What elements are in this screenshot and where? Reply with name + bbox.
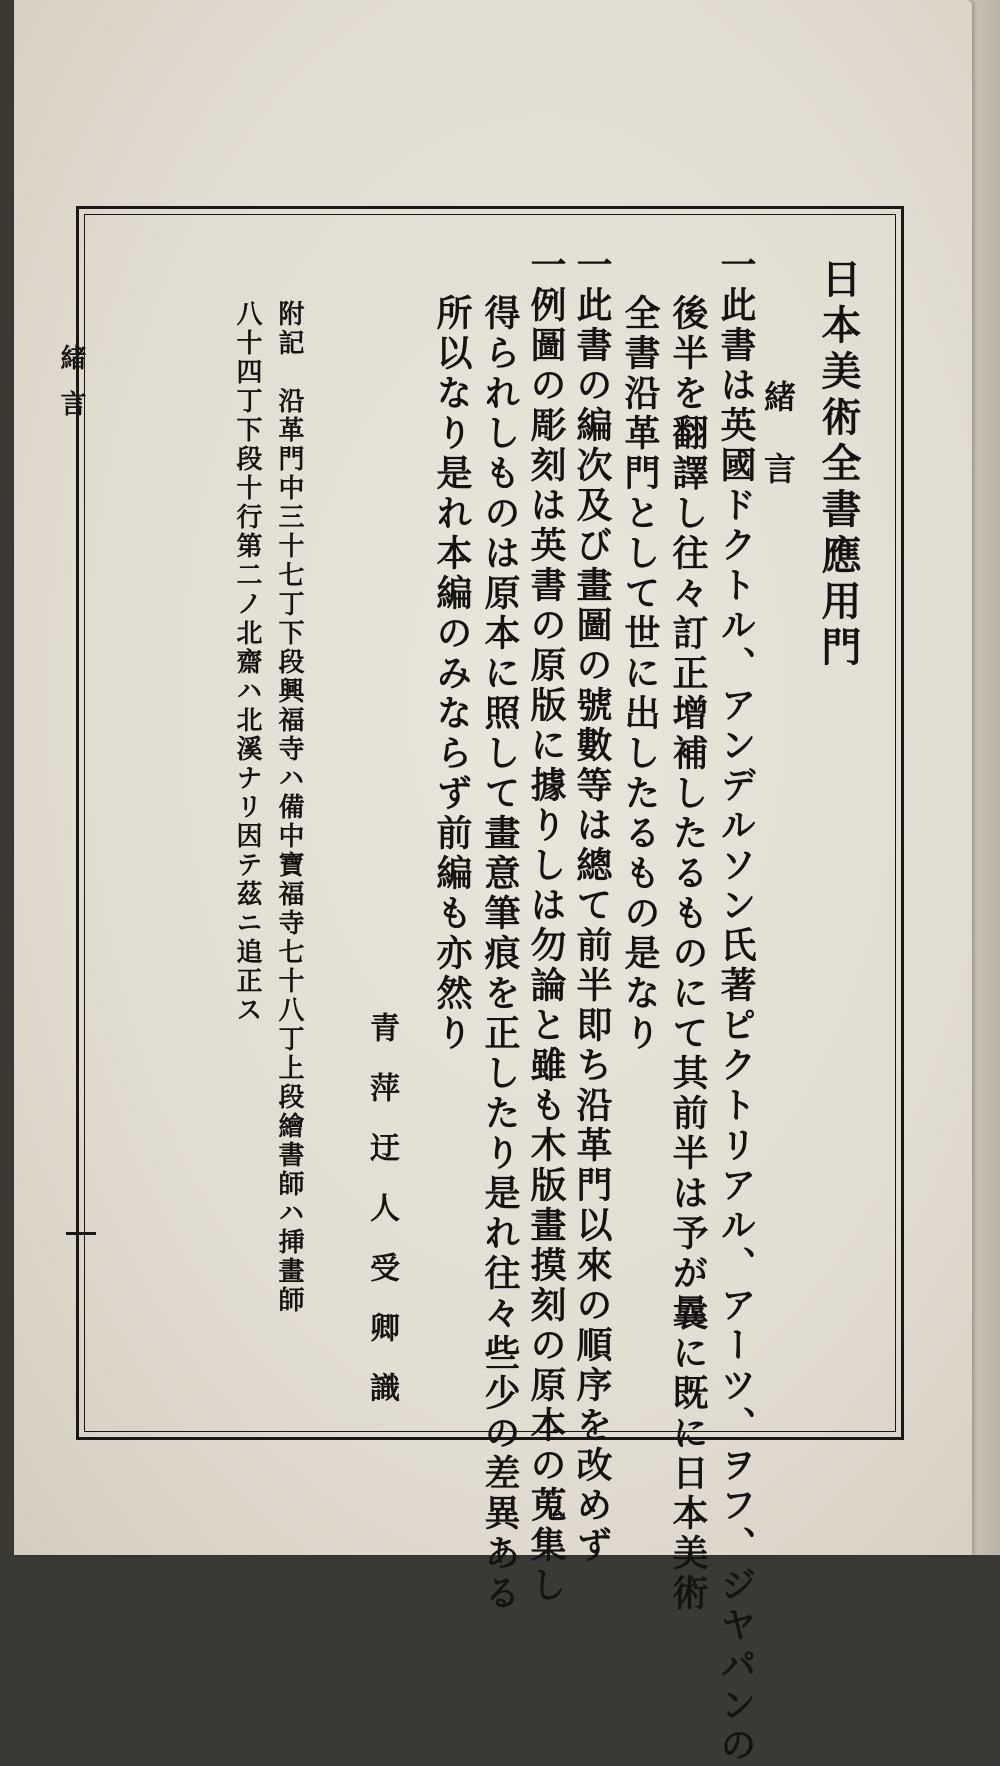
page-number — [66, 1232, 96, 1235]
paragraph-line: 全書沿革門として世に出したるもの是なり — [619, 294, 661, 1054]
paragraph-line: 後半を翻譯し往々訂正增補したるものにて其前半は予が曩に既に日本美術 — [667, 294, 709, 1614]
paragraph-line: 一此書は英國ドクトル、アンデルソン氏著ピクトリアル、アーツ、ヲフ、ジヤパンの — [715, 246, 757, 1766]
appended-note-line: 八十四丁下段十行第二ノ北齋ハ北溪ナリ因テ茲ニ追正ス — [232, 300, 262, 1025]
paragraph-line: 一例圖の彫刻は英書の原版に據りしは勿論と雖も木版畫摸刻の原本の蒐集し — [525, 246, 567, 1606]
author-signature: 青萍迂人受卿識 — [364, 1012, 399, 1432]
margin-section-title: 緒言 — [56, 344, 86, 436]
paragraph-line: 所以なり是れ本編のみならず前編も亦然り — [431, 294, 473, 1054]
paragraph-line: 一此書の編次及び畫圖の號數等は總て前半即ち沿革門以來の順序を改めず — [571, 246, 613, 1566]
page-title: 日本美術全書應用門 — [815, 258, 862, 672]
paragraph-line: 得られしものは原本に照して畫意筆痕を正したり是れ往々些少の差異ある — [479, 294, 521, 1614]
section-heading: 緒言 — [759, 380, 797, 524]
appended-note-line: 附記 沿革門中三十七丁下段興福寺ハ備中寶福寺七十八丁上段繪書師ハ挿畫師 — [274, 300, 304, 1315]
